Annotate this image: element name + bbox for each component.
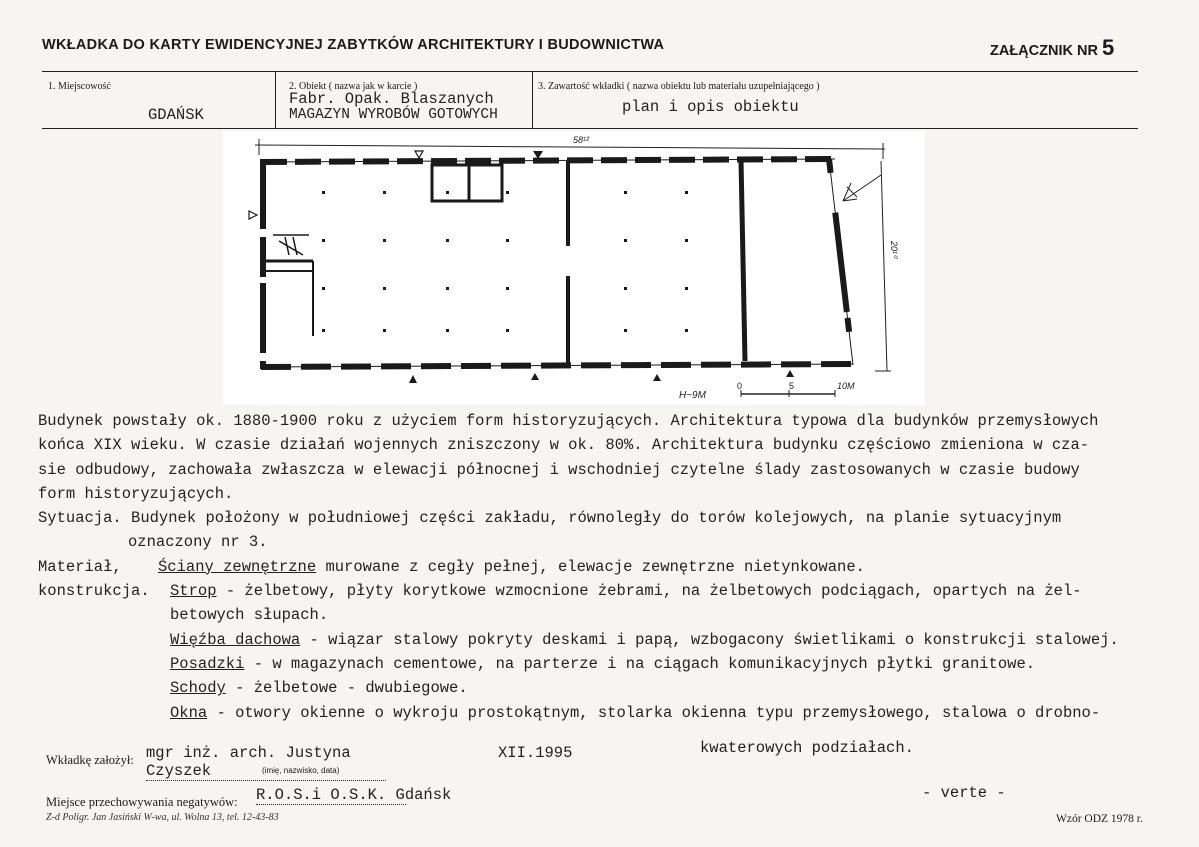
- locality-value: GDAŃSK: [148, 106, 204, 124]
- situation-label: Sytuacja.: [38, 509, 122, 528]
- dimension-side-label: 20¹⁰: [889, 241, 899, 258]
- floor-plan: [223, 131, 925, 405]
- height-note: H~9M: [679, 390, 706, 401]
- verte: - verte -: [922, 784, 1006, 802]
- windows-term: Okna: [170, 703, 208, 722]
- scale-bar: [741, 390, 835, 397]
- negatives-dotline: [256, 804, 406, 805]
- description-block: [38, 409, 1188, 725]
- scale-10: 10M: [837, 381, 855, 391]
- description-line-2: końca XIX wieku. W czasie działań wojennych zniszczony w ok. 80%. Architektura budynku częściowo zmieniona w cza-: [38, 436, 1090, 455]
- windows-line-2: kwaterowych podziałach.: [700, 739, 914, 757]
- roof-term: Więźba dachowa: [170, 630, 301, 649]
- field-divider-2: [532, 72, 533, 128]
- annex-number: 5: [1101, 35, 1115, 60]
- floors-line: [38, 652, 1188, 676]
- description-line-4: form historyzujących.: [38, 484, 234, 503]
- dimension-line-top: [255, 139, 885, 159]
- floors-term: Posadzki: [170, 654, 245, 673]
- author-date: XII.1995: [498, 744, 573, 762]
- dimension-line-side: [875, 161, 891, 371]
- scale-0: 0: [737, 381, 743, 391]
- north-arrow-icon: [843, 175, 881, 201]
- walls-text: murowane z cegły pełnej, elewacje zewnętrzne nietynkowane.: [316, 557, 865, 576]
- annex-label-text: ZAŁĄCZNIK NR: [990, 43, 1098, 59]
- situation-line-2: oznaczony nr 3.: [128, 533, 268, 552]
- annex-label: [990, 35, 1114, 61]
- situation-line-1: [38, 506, 1188, 530]
- stairs-term: Schody: [170, 679, 226, 698]
- contents-value: plan i opis obiektu: [622, 98, 799, 116]
- windows-line: [38, 701, 1188, 725]
- field-divider-1: [275, 72, 276, 128]
- contents-label: 3. Zawartość wkładki ( nazwa obiektu lub materiału uzupełniającego ): [538, 81, 820, 92]
- header-rule-bottom: [42, 128, 1138, 129]
- windows-text: - otwory okienne o wykroju prostokątnym, stolarka okienna typu przemysłowego, stalowa o drobno-: [207, 703, 1101, 722]
- negatives-label: Miejsce przechowywania negatywów:: [46, 795, 238, 809]
- floors-text: - w magazynach cementowe, na parterze i na ciągach komunikacyjnych płytki granitowe.: [244, 654, 1036, 673]
- internal-walls: [266, 160, 745, 363]
- object-line-2: MAGAZYN WYROBÓW GOTOWYCH: [289, 107, 498, 123]
- ceiling-line-2: betowych słupach.: [170, 606, 329, 625]
- walls-term: Ściany zewnętrzne: [158, 557, 317, 576]
- stairs-line: [38, 676, 1188, 700]
- description-line-3: sie odbudowy, zachowała zwłaszcza w elewacji północnej i wschodniej czytelne ślady zastosowanych w czasie budowy: [38, 460, 1080, 479]
- scale-5: 5: [789, 381, 795, 391]
- form-model: Wzór ODZ 1978 r.: [1056, 813, 1143, 825]
- printer-note: Z-d Poligr. Jan Jasiński W-wa, ul. Wolna 13, tel. 12-43-83: [46, 812, 279, 823]
- negatives-value: R.O.S.i O.S.K. Gdańsk: [256, 786, 452, 804]
- construction-label: konstrukcja.: [38, 582, 150, 601]
- ceiling-line: [38, 579, 1188, 603]
- ceiling-term: Strop: [170, 582, 217, 601]
- entrance-markers: [249, 151, 794, 383]
- floor-plan-drawing: [223, 131, 925, 405]
- column-grid: [322, 191, 688, 332]
- form-title: WKŁADKA DO KARTY EWIDENCYJNEJ ZABYTKÓW ARCHITEKTURY I BUDOWNICTWA: [42, 37, 665, 53]
- building-outline: [261, 159, 853, 369]
- ceiling-text: - żelbetowy, płyty korytkowe wzmocnione żebrami, na żelbetowych podciągach, opartych na żel-: [216, 582, 1082, 601]
- walls-line: [38, 555, 1188, 579]
- roof-line: [38, 628, 1188, 652]
- material-label: Materiał,: [38, 557, 122, 576]
- description-line-1: Budynek powstały ok. 1880-1900 roku z użyciem form historyzujących. Architektura typowa dla budynków przemysłowych: [38, 412, 1099, 430]
- author-hint: (imię, nazwisko, data): [262, 766, 340, 775]
- roof-text: - wiązar stalowy pokryty deskami i papą, wzbogacony świetlikami o konstrukcji stalowej.: [300, 630, 1119, 649]
- header-rule-top: [42, 71, 1138, 72]
- author-value: mgr inż. arch. Justyna Czyszek: [146, 744, 386, 781]
- object-line-1: Fabr. Opak. Blaszanych: [289, 90, 494, 108]
- dimension-top-label: 58¹²: [573, 135, 590, 145]
- locality-label: 1. Miejscowość: [48, 81, 111, 92]
- situation-text: Budynek położony w południowej części zakładu, równoległy do torów kolejowych, na planie sytuacyjnym: [131, 509, 1062, 528]
- stairs-text: - żelbetowe - dwubiegowe.: [225, 679, 468, 698]
- author-label: Wkładkę założył:: [46, 753, 134, 767]
- object-label: 2. Obiekt ( nazwa jak w karcie ): [289, 81, 418, 92]
